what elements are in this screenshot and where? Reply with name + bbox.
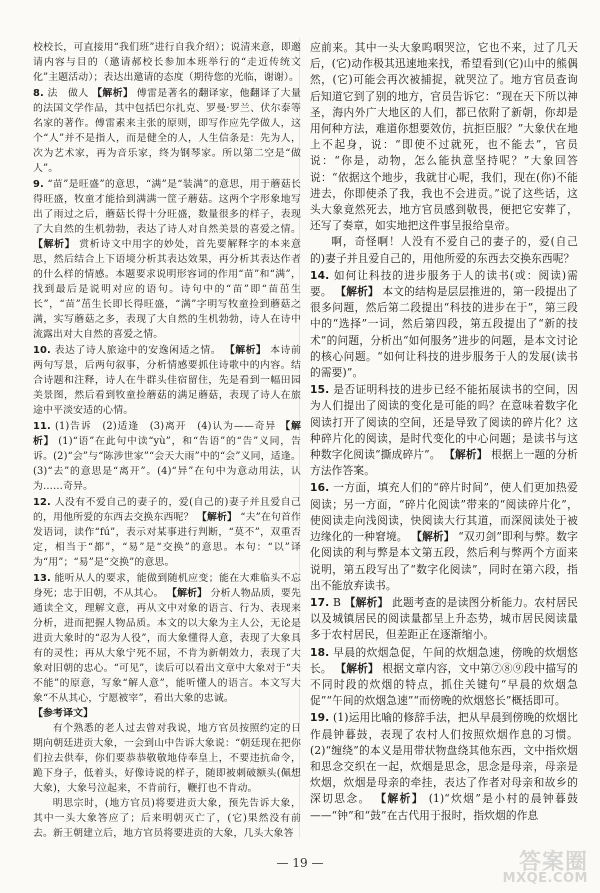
analysis-tag: 【解析】 (335, 285, 379, 299)
analysis-tag: 【解析】 (411, 530, 455, 544)
analysis-tag: 【解析】 (92, 88, 134, 99)
answer-item-16 (310, 480, 578, 593)
analysis-tag: 【解析】 (196, 512, 238, 523)
item-number: 9. (33, 179, 44, 190)
answer-item-15 (310, 382, 578, 479)
analysis-tag: 【解析】 (33, 239, 76, 250)
analysis-text: 本诗前两句写景，后两句叙事，分析情感要抓住诗歌中的内容。结合诗题和注释，诗人在牛群头佳宿留住，先是看到一幅田园美景图，然后看到牧童捡蘑菇的满足蘑菇，表现了诗人在旅途中平淡安适的心情。 (33, 345, 301, 416)
item-number: 17. (310, 595, 330, 609)
watermark-text: 答案圈 (518, 850, 588, 875)
analysis-text: 本文的结构是层层推进的，第一段提出了很多问题，然后第二段提出“科技的进步在于”，第三段中的“选择”一词，然后第四段，第五段提出了“新的技术”的问题，分析出“如何服务”进步的问题，是本文讨论的核心问题。“如何让科技的进步服务于人的发展(读书的需要)”。 (310, 285, 578, 380)
analysis-text: (1)“炊烟”是小村的晨钟暮鼓——“钟”和“鼓”在古代用于报时，指炊烟的作息 (310, 792, 578, 822)
translation-paragraph: 有个熟悉的老人过去曾对我说，地方官员按照约定的日期向朝廷进贡大象，一会到山中告诉大象说：“朝廷现在把你们拉去供奉，你们要恭恭敬敬地侍奉皇上，不要违抗命令，跪下身子，低着头，好像诗说的样子，随即被刺破额头(佩想大象)，大象号泣起来，不肯前行，鞭打也不肯动。 (33, 723, 301, 794)
answer: 表达了诗人旅途中的安逸闲适之情。 (54, 345, 222, 356)
item-number: 14. (310, 268, 330, 282)
watermark-logo (502, 843, 592, 887)
item-number: 12. (33, 497, 51, 508)
item-number: 19. (310, 711, 330, 725)
analysis-tag: 【解析】 (344, 595, 389, 609)
answer-item-9 (33, 177, 301, 342)
right-column (310, 40, 578, 824)
answer: B (333, 595, 342, 609)
analysis-text: 根据文章内容，文中第⑦⑧⑨段中描写的不同时段的炊烟的特点，抓住关键句“早晨的炊烟急促”“午间的炊烟急速”“而傍晚的炊烟悠长”概括即可。 (310, 661, 578, 708)
page-number: — 19 — (276, 856, 324, 870)
analysis-tag: 【解析】 (335, 661, 379, 675)
analysis-text: (1)“语”在此句中读“yù”，和“告语”的“告”义同，告诉。(2)“会”与“陈涉世家”“会天大雨”中的“会”义同，适逢。(3)“去”的意思是“离开”。(4)“异”在句中为意动用法，认为……奇异。 (33, 436, 301, 492)
answer: 法 做人 (47, 88, 89, 99)
item-number: 16. (310, 481, 330, 495)
item-number: 13. (33, 573, 51, 584)
item-number: 8. (33, 88, 44, 99)
answer-item-12 (33, 495, 301, 570)
answer: 人没有不爱自己的妻子的，爱(自己的)妻子并且爱自己的，用他所爱的东西去交换东西呢？ (33, 497, 301, 523)
answer: 能听从人的要求，能做到随机应变；能在大难临头不忘身死；忠于旧朝，不从其心。 (33, 573, 301, 599)
analysis-text: 傅雷是著名的翻译家，他翻译了大量的法国文学作品，其中包括巴尔扎克、罗曼·罗兰、伏尔泰等名家的著作。傅雷素来主张的原则，即写作应先学做人，这个“人”并不是指人，而是健全的人，人生信条是：先为人，次为艺术家，再为音乐家，终为钢琴家。所以第二空是“做人”。 (33, 88, 301, 174)
analysis-tag: 【解析】 (33, 421, 301, 447)
paragraph: 校校长，可直接用“我们班”进行自我介绍）；说清来意，即邀请内容与目的（邀请郝校长参加本班举行的“走近传统文化”主题活动）；表达出邀请的态度（期待您的光临，谢谢）。 (33, 42, 301, 83)
answer: 早晨的炊烟急促，午间的炊烟急速，傍晚的炊烟悠长。 (310, 645, 578, 675)
analysis-tag: 【解析】 (375, 792, 424, 806)
analysis-tag: 【解析】 (224, 345, 267, 356)
analysis-tag: 【解析】 (444, 448, 488, 462)
answer-item-8 (33, 86, 301, 176)
analysis-text: 分析人物品质，要先通读全文，理解文意，再从文中对象的语言、行为、表现来分析，进而把握人物品质。本文的以大象为主人公，无论是进贡大象时的“忍为人役”，而大象懂得人意，表现了大象具有的灵性；再从大象宁死不屈，不肯为新朝效力，表现了大象对旧朝的忠心。“可见”，读后可以看出文章中大象对于“夫不能”的原意，写象“解人意”，能听懂人的语言。本文写大象“不从其心，宁愿被宰”，看出大象的忠诚。 (33, 588, 302, 704)
analysis-tag: 【解析】 (167, 588, 208, 599)
answer: (1)告诉 (2)适逢 (3)离开 (4)认为——奇异 (54, 421, 277, 432)
item-number: 11. (33, 421, 51, 432)
answer: 是否证明科技的进步已经不能拓展读书的空间，因为人们提出了阅读的变化是可能的吗？在意味着数字化阅读打开了阅读的空间，还是导致了阅读的碎片化？这种碎片化的阅读，是时代变化的中心问题；是读书与这种数字化阅读“撕成碎片”。 (310, 383, 578, 462)
answer: 一方面，填充人们的“碎片时间”，使人们更加热爱阅读；另一方面，“碎片化阅读”带来的“阅读碎片化”，使阅读走向浅阅读，快阅读大行其道，而深阅读处于被边缘化的一种窘境。 (310, 481, 578, 544)
answer-item-11 (33, 419, 301, 494)
answer-item-17 (310, 595, 578, 644)
item-number: 15. (310, 383, 330, 397)
answer: 如何让科技的进步服务于人的读书(或：阅读)需要。 (310, 268, 578, 299)
analysis-text: 赏析诗文中用字的妙处，首先要解释字的本来意思，然后结合上下语境分析其表达效果，再分析其表达作者的什么样的情感。本题要求说明形容词的作用“苗”和“满”，找到最后是说明对应的语句。诗句中的“苗”即“苗茁生长”，“苗”茁生长即长得旺盛，“满”字明写牧童捡到蘑菇之满，实写蘑菇之多，表现了大自然的生机勃勃，诗人在诗中流露出对大自然的喜爱之情。 (33, 239, 301, 340)
answer-item-18 (310, 645, 578, 710)
item-number: 18. (310, 645, 330, 659)
left-column (33, 40, 301, 841)
answer: (1)运用比喻的修辞手法，把从早晨到傍晚的炊烟比作晨钟暮鼓，表现了农村人们按照炊烟作息的习惯。(2)“缠绕”的本义是用带状物盘绕其他东西，文中指炊烟和思念交织在一起，炊烟是思念，思念是母亲，母亲是炊烟，炊烟是母亲的牵挂，表达了作者对母亲和故乡的深切思念。 (310, 711, 578, 806)
reference-translation-heading: 【参考译文】 (33, 708, 94, 719)
translation-paragraph: 明思宗时，(地方官员)将要进贡大象，预先告诉大象，其中一头大象答应了；后来明朝灭亡了，(它)果然没有前去。新王朝建立后，地方官员将要进贡的大象，几头大象答 (33, 798, 301, 839)
item-number: 10. (33, 345, 51, 356)
answer-item-14 (310, 268, 578, 381)
analysis-text: “夫”在句首作发语词，读作“fú”，表示对某事进行判断，“莫不”，双重否定，相当于“都”，“易”是“交换”的意思。本句：“以”译为“用”；“易”是“交换”的意思。 (33, 512, 301, 568)
analysis-text: 根据上一题的分析方法作答案。 (310, 448, 578, 478)
answer-item-10 (33, 343, 301, 418)
translation-paragraph: 啊，奇怪啊！人没有不爱自己的妻子的，爱(自己的)妻子并且爱自己的，用他所爱的东西去交换东西呢？ (310, 235, 578, 265)
answer-item-19 (310, 710, 578, 823)
watermark-url: MXQE.COM (502, 871, 588, 886)
analysis-text: 此题考查的是读图分析能力。农村居民以及城镇居民的阅读量都呈上升态势，城市居民阅读量多于农村居民，但差距正在逐渐缩小。 (310, 595, 578, 642)
translation-paragraph: 应前来。其中一头大象呜咽哭泣，它也不来，过了几天后，(它)动作极其迅速地来找，希望看到(它)山中的熊偶然，(它)可能会再次被捕捉，就哭泣了。地方官员查询后知道它到了别的地方，官员告诉它：“现在天下所以神圣，海内外广大地区的人们，都已依附了新朝，你却是用何种方法，难道你想要效仿，抗拒臣服？”大象伏在地上不起身，说：“即使不过就死，也不能去”，官员说：“你是，动物，怎么能执意坚持呢？”大象回答说：“依据这个地步，我就甘心呢，我们，现在(你)不能进去，你即使杀了我，我也不会进贡。”说了这些话，这头大象竟然死去，地方官员感到敬畏，便把它安葬了，还写了奏章，如实地把这件事呈报给皇帝。 (310, 41, 578, 233)
analysis-text: “双刃剑”即利与弊。数字化阅读的利与弊是本文第五段，然后利与弊两个方面来说明，第五段写出了“数字化阅读”，同时在第六段，指出不能放弃读书。 (310, 530, 578, 592)
answer: “苗”是旺盛”的意思，“满”是“装满”的意思，用于蘑菇长得旺盛，牧童才能拾到满满一筐子蘑菇。这两个字形象地写出了雨过之后，蘑菇长得十分旺盛，数量很多的样子，表现了大自然的生机勃勃，表达了诗人对自然美景的喜爱之情。 (33, 179, 301, 235)
answer-item-13 (33, 571, 301, 706)
